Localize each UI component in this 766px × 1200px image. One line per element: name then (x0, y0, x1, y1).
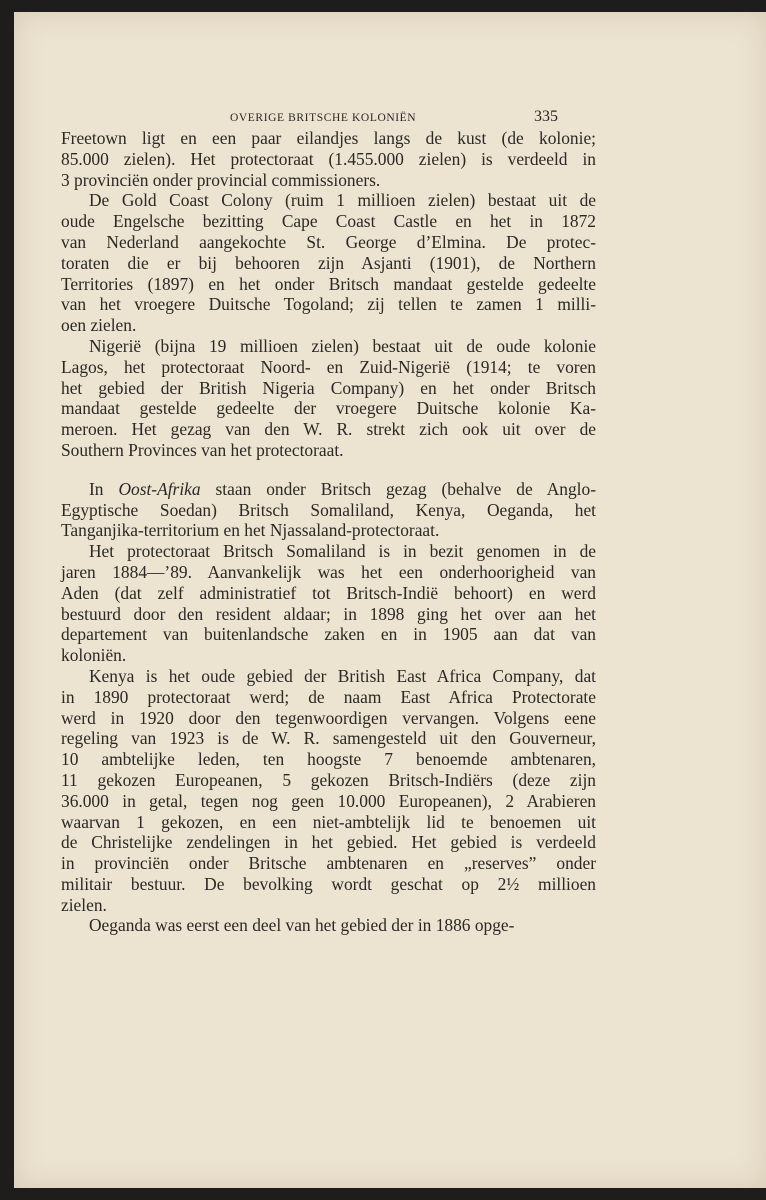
text-line: regeling van 1923 is de W. R. samengesteld uit den Gouverneur, (61, 728, 596, 749)
text-line: in 1890 protectoraat werd; de naam East Africa Protectorate (61, 686, 596, 707)
text-line: Het protectoraat Britsch Somaliland is in bezit genomen in de (89, 541, 596, 562)
paragraph (61, 541, 596, 666)
body-text (61, 128, 596, 936)
text-line: militair bestuur. De bevolking wordt geschat op 2½ millioen (61, 873, 596, 894)
paragraph (61, 128, 596, 190)
text-line: 10 ambtelijke leden, ten hoogste 7 benoemde ambtenaren, (61, 749, 596, 770)
book-page (14, 12, 766, 1188)
text-line: het gebied der British Nigeria Company) en het onder Britsch (61, 377, 596, 398)
text-line: Tanganjika-territorium en het Njassaland-protectoraat. (61, 520, 440, 541)
text-line: zielen. (61, 894, 107, 915)
text-line: in provinciën onder Britsche ambtenaren en „reserves” onder (61, 853, 596, 874)
paragraph (61, 666, 596, 916)
text-line: In Oost-Afrika staan onder Britsch gezag (behalve de Anglo- (89, 478, 596, 499)
text-line: Freetown ligt en een paar eilandjes langs de kust (de kolonie; (61, 128, 596, 148)
running-title: OVERIGE BRITSCHE KOLONIËN (230, 112, 417, 124)
text-line: Southern Provinces van het protectoraat. (61, 439, 344, 460)
text-line: mandaat gestelde gedeelte der vroegere Duitsche kolonie Ka- (61, 398, 596, 419)
text-line: Aden (dat zelf administratief tot Britsch-Indië behoort) en werd (61, 582, 596, 603)
text-line: oen zielen. (61, 315, 137, 336)
text-line: van Nederland aangekochte St. George d’Elmina. De protec- (61, 231, 596, 252)
text-line: 11 gekozen Europeanen, 5 gekozen Britsch-Indiërs (deze zijn (61, 769, 596, 790)
text-line: 3 provinciën onder provincial commissioners. (61, 169, 381, 190)
text-line: departement van buitenlandsche zaken en in 1905 aan dat van (61, 624, 596, 645)
paragraph (61, 915, 596, 936)
text-line: bestuurd door den resident aldaar; in 1898 ging het over aan het (61, 603, 596, 624)
paragraph (61, 479, 596, 541)
page-header (14, 98, 766, 128)
text-line: van het vroegere Duitsche Togoland; zij tellen te zamen 1 milli- (61, 294, 596, 315)
text-line: Oeganda was eerst een deel van het gebied der in 1886 opge- (89, 915, 515, 936)
text-line: Lagos, het protectoraat Noord- en Zuid-Nigerië (1914; te voren (61, 356, 596, 377)
text-line: Territories (1897) en het onder Britsch mandaat gestelde gedeelte (61, 273, 596, 294)
page-number: 335 (534, 108, 558, 125)
text-line: De Gold Coast Colony (ruim 1 millioen zielen) bestaat uit de (89, 190, 596, 211)
text-line: jaren 1884—’89. Aanvankelijk was het een onderhoorigheid van (61, 561, 596, 582)
text-line: werd in 1920 door den tegenwoordigen vervangen. Volgens eene (61, 707, 596, 728)
text-line: oude Engelsche bezitting Cape Coast Castle en het in 1872 (61, 211, 596, 232)
text-line: Kenya is het oude gebied der British East Africa Company, dat (89, 665, 596, 686)
text-line: koloniën. (61, 645, 127, 666)
text-line: Egyptische Soedan) Britsch Somaliland, Kenya, Oeganda, het (61, 499, 596, 520)
text-line: 36.000 in getal, tegen nog geen 10.000 Europeanen), 2 Arabieren (61, 790, 596, 811)
text-line: 85.000 zielen). Het protectoraat (1.455.000 zielen) is verdeeld in (61, 148, 596, 169)
text-line: de Christelijke zendelingen in het gebied. Het gebied is verdeeld (61, 832, 596, 853)
text-line: toraten die er bij behooren zijn Asjanti (1901), de Northern (61, 252, 596, 273)
paragraph (61, 336, 596, 461)
text-line: Nigerië (bijna 19 millioen zielen) bestaat uit de oude kolonie (89, 335, 596, 356)
paragraph (61, 190, 596, 336)
text-line: meroen. Het gezag van den W. R. strekt zich ook uit over de (61, 419, 596, 440)
text-line: waarvan 1 gekozen, en een niet-ambtelijk lid te benoemen uit (61, 811, 596, 832)
